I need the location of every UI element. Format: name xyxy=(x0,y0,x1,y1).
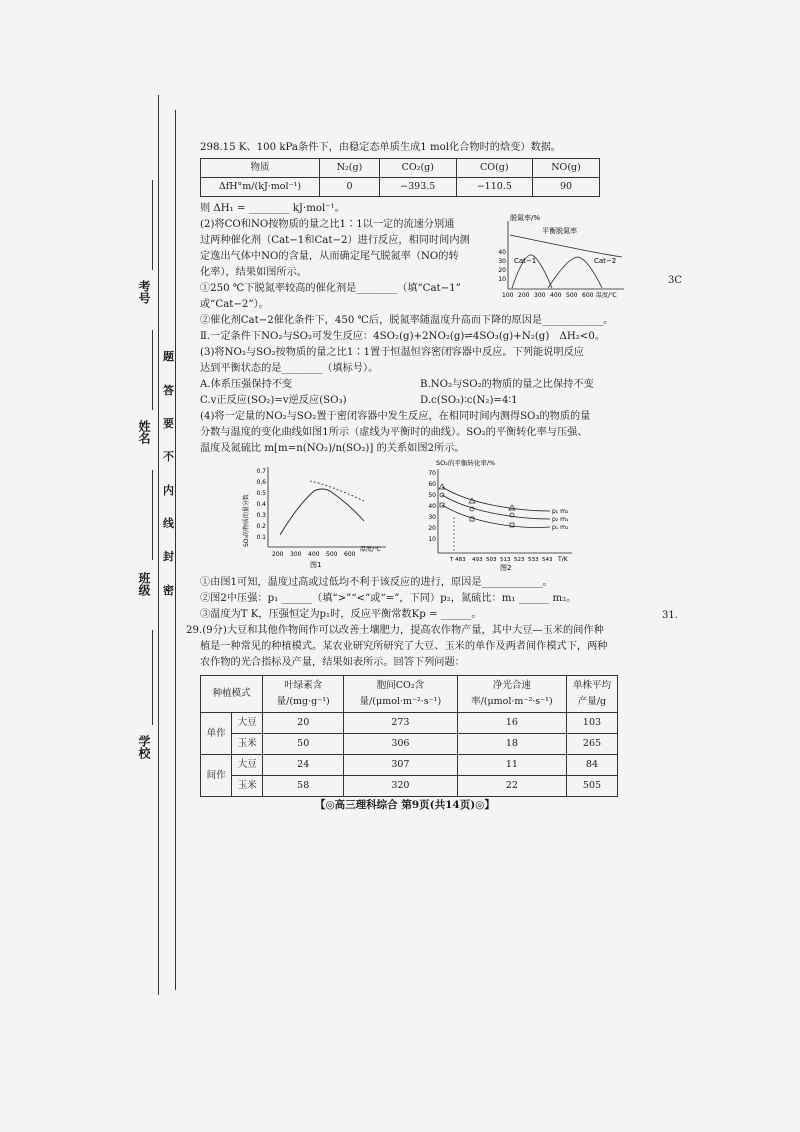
fig2-xlabel: T/K xyxy=(558,556,568,563)
q-dh1: 则 ΔH₁ = ________ kJ·mol⁻¹。 xyxy=(200,203,345,214)
denitrification-chart xyxy=(498,213,628,303)
table2-cell: 306 xyxy=(344,734,458,755)
table2-cell: 24 xyxy=(263,755,344,776)
table2-cell: 505 xyxy=(566,776,617,797)
fig1-ytick: 0.7 xyxy=(256,468,266,475)
binding-line-outer xyxy=(158,95,159,995)
small-xtick: 600 xyxy=(582,292,594,299)
fig2-ytick: 40 xyxy=(428,503,436,510)
table2-cell: 273 xyxy=(344,713,458,734)
fig1-ytick: 0.5 xyxy=(256,490,266,497)
seal-char: 不 xyxy=(163,450,174,463)
table2-cell: 58 xyxy=(263,776,344,797)
fig1-xtick: 600 xyxy=(344,551,356,558)
table2-cell: 320 xyxy=(344,776,458,797)
table1-header: 物质 xyxy=(201,159,320,178)
figure-1 xyxy=(240,461,390,571)
small-xtick: 400 xyxy=(550,292,562,299)
table2-cell: 50 xyxy=(263,734,344,755)
q2-line: 定逸出气体中NO的含量，从而确定尾气脱氮率（NO的转 xyxy=(200,251,459,262)
q2-block xyxy=(200,214,630,299)
edge-mark: 3C xyxy=(668,275,683,286)
table2-cell: 18 xyxy=(457,734,566,755)
figures-row xyxy=(200,457,630,575)
q4-sub3: ③温度为T K，压强恒定为p₁时，反应平衡常数Kp = ______。 xyxy=(200,609,482,620)
table1-cell: 90 xyxy=(533,178,600,197)
q4-line: 温度及氮硫比 m[m=n(NO₂)/n(SO₂)] 的关系如图2所示。 xyxy=(200,443,465,454)
table1-cell: −110.5 xyxy=(456,178,533,197)
small-ylabel: 脱氮率/% xyxy=(510,214,541,222)
small-ytick: 10 xyxy=(498,276,506,283)
table1-header: N₂(g) xyxy=(320,159,380,178)
fig2-ytick: 50 xyxy=(428,492,436,499)
fig2-xtick: 543 xyxy=(542,557,553,563)
q3-options-row xyxy=(200,393,630,409)
fig2-ytick: 20 xyxy=(428,525,436,532)
fig2-ytick: 30 xyxy=(428,514,436,521)
small-xtick: 300 xyxy=(534,292,546,299)
q4-line: 分数与温度的变化曲线如图1所示（虚线为平衡时的曲线）。SO₂的平衡转化率与压强、 xyxy=(200,427,588,438)
table2-cell: 22 xyxy=(457,776,566,797)
fig2-series-3 xyxy=(442,505,550,528)
q3-line: 达到平衡状态的是________（填标号）。 xyxy=(200,363,379,374)
table2-cell: 11 xyxy=(457,755,566,776)
table2-crop: 大豆 xyxy=(232,755,263,776)
table2-header: 单株平均产量/g xyxy=(566,676,617,713)
seal-char: 题 xyxy=(163,350,174,363)
table2-cell: 265 xyxy=(566,734,617,755)
fig1-xtick: 300 xyxy=(290,551,302,558)
table2-crop: 大豆 xyxy=(232,713,263,734)
fig2-ytick: 10 xyxy=(428,536,436,543)
q29-line: 29.(9分)大豆和其他作物间作可以改善土壤肥力，提高农作物产量，其中大豆—玉米的间作种 xyxy=(186,625,604,636)
table2-header: 胞间CO₂含量/(μmol·m⁻²·s⁻¹) xyxy=(344,676,458,713)
q2-line: 过两种催化剂（Cat−1和Cat−2）进行反应，相同时间内测 xyxy=(200,235,470,246)
q3-option: C.v正反应(SO₂)=v逆反应(SO₃) xyxy=(200,395,347,406)
edge-mark: 31. xyxy=(662,610,678,621)
seal-char: 密 xyxy=(163,584,174,597)
small-xlabel: 温度/℃ xyxy=(596,292,617,299)
seal-char: 封 xyxy=(163,550,174,563)
label-xuexiao: 学校 xyxy=(137,735,151,759)
table2-cell: 16 xyxy=(457,713,566,734)
fig2-xtick: 503 xyxy=(486,557,497,563)
fig2-xtick: 493 xyxy=(472,557,483,563)
fig2-legend: p₁ m₁ xyxy=(552,524,569,531)
q3-option: A.体系压强保持不变 xyxy=(200,379,293,390)
fig2-xtick: 513 xyxy=(500,557,511,563)
fig2-caption: 图2 xyxy=(500,564,512,571)
equilibrium-curve xyxy=(510,235,622,257)
fig2-ytick: 70 xyxy=(428,470,436,477)
label-banji: 班级 xyxy=(137,572,151,596)
q3-options-row xyxy=(200,377,630,393)
enthalpy-table xyxy=(200,158,600,197)
label-cat2: Cat−2 xyxy=(594,257,617,265)
q2-sub2: ②催化剂Cat−2催化条件下，450 ℃后，脱氮率随温度升高而下降的原因是____________。 xyxy=(200,315,614,326)
fig1-xlabel: 温度/℃ xyxy=(360,546,381,553)
q4-sub1: ①由图1可知，温度过高或过低均不利于该反应的进行，原因是____________。 xyxy=(200,577,553,588)
fig1-ytick: 0.1 xyxy=(256,534,266,541)
label-kaohao: 考号 xyxy=(137,280,151,304)
table2-header: 种植模式 xyxy=(201,676,263,713)
small-xtick: 200 xyxy=(518,292,530,299)
q29-line: 植是一种常见的种植模式。某农业研究所研究了大豆、玉米的单作及两者间作模式下，两种 xyxy=(200,641,608,652)
fig1-measured-curve xyxy=(280,489,364,535)
fig1-ylabel: SO₃的物质的量分数 xyxy=(243,494,250,547)
table2-header: 净光合速率/(μmol·m⁻²·s⁻¹) xyxy=(457,676,566,713)
table2-cell: 103 xyxy=(566,713,617,734)
seal-char: 线 xyxy=(163,517,174,530)
table2-cell: 307 xyxy=(344,755,458,776)
label-cat1: Cat−1 xyxy=(514,257,537,265)
table2-crop: 玉米 xyxy=(232,776,263,797)
table2-header: 叶绿素含量/(mg·g⁻¹) xyxy=(263,676,344,713)
q2-line: (2)将CO和NO按物质的量之比1∶1以一定的流速分别通 xyxy=(200,219,455,230)
table1-header: CO(g) xyxy=(456,159,533,178)
part-ii: Ⅱ.一定条件下NO₂与SO₂可发生反应：4SO₂(g)+2NO₂(g)⇌4SO₃(g)+N₂(g) ΔH₂<0。 xyxy=(200,331,606,342)
figure-2 xyxy=(422,457,592,571)
table1-cell: 0 xyxy=(320,178,380,197)
fig2-xtick: 533 xyxy=(528,557,539,563)
small-xtick: 100 xyxy=(502,292,514,299)
fig1-ytick: 0.3 xyxy=(256,512,266,519)
q3-option: B.NO₂与SO₂的物质的量之比保持不变 xyxy=(420,379,594,390)
table2-cell: 84 xyxy=(566,755,617,776)
fig2-xtick: 523 xyxy=(514,557,525,563)
intro-text: 298.15 K、100 kPa条件下，由稳定态单质生成1 mol化合物时的焓变）数据。 xyxy=(200,142,562,153)
seal-char: 答 xyxy=(163,384,174,397)
small-ytick: 30 xyxy=(498,258,506,265)
q4-line: (4)将一定量的NO₂与SO₂置于密闭容器中发生反应，在相同时间内测得SO₃的物质的量 xyxy=(200,411,591,422)
page-content xyxy=(186,140,630,797)
fig2-xtick: T 483 xyxy=(450,557,466,563)
fig2-legend: p₂ m₁ xyxy=(552,516,569,523)
q4-sub2: ②图2中压强：p₁ ______（填“>”“<”或“=”，下同）p₂，氮硫比：m₁ ______ m₂。 xyxy=(200,593,577,604)
fig1-xtick: 200 xyxy=(272,551,284,558)
small-ytick: 20 xyxy=(498,267,506,274)
xingming-line xyxy=(152,330,153,410)
q3-line: (3)将NO₂与SO₂按物质的量之比1∶1置于恒温恒容密闭容器中反应。下列能说明反应 xyxy=(200,347,584,358)
binding-line-inner xyxy=(175,110,176,990)
fig2-series-2 xyxy=(442,495,550,519)
label-xingming: 姓名 xyxy=(137,420,151,444)
table1-header: NO(g) xyxy=(533,159,600,178)
fig2-legend: p₁ m₂ xyxy=(552,508,569,515)
table1-header: CO₂(g) xyxy=(380,159,457,178)
table2-mode: 间作 xyxy=(201,755,232,797)
fig1-xtick: 500 xyxy=(326,551,338,558)
table2-crop: 玉米 xyxy=(232,734,263,755)
seal-char: 要 xyxy=(163,417,174,430)
page-footer: 【◎高三理科综合 第9页(共14页)◎】 xyxy=(315,799,495,811)
fig1-ytick: 0.2 xyxy=(256,523,266,530)
fig1-caption: 图1 xyxy=(310,561,322,569)
fig1-ytick: 0.6 xyxy=(256,479,266,486)
q3-option: D.c(SO₃)∶c(N₂)=4∶1 xyxy=(420,395,518,406)
q29-line: 农作物的光合指标及产量，结果如表所示。回答下列问题： xyxy=(200,657,465,668)
fig1-equilibrium-curve xyxy=(310,481,364,501)
small-ytick: 40 xyxy=(498,249,506,256)
xuexiao-line xyxy=(152,630,153,725)
banji-line xyxy=(152,470,153,560)
fig2-ytick: 60 xyxy=(428,481,436,488)
q2-sub1b: 或“Cat−2”）。 xyxy=(200,299,269,310)
label-equilibrium: 平衡脱氮率 xyxy=(542,227,577,235)
small-xtick: 500 xyxy=(566,292,578,299)
fig2-ylabel: SO₂的平衡转化率/% xyxy=(436,459,496,467)
table1-cell: −393.5 xyxy=(380,178,457,197)
kaohao-line xyxy=(152,180,153,270)
crop-table xyxy=(200,675,618,797)
table2-mode: 单作 xyxy=(201,713,232,755)
table1-row-label: ΔfH°m/(kJ·mol⁻¹) xyxy=(201,178,320,197)
q2-line: 化率），结果如图所示。 xyxy=(200,267,307,278)
fig1-xtick: 400 xyxy=(308,551,320,558)
fig2-series-1 xyxy=(442,487,550,511)
fig2-marker xyxy=(509,505,515,510)
fig1-ytick: 0.4 xyxy=(256,501,266,508)
seal-char: 内 xyxy=(163,484,174,497)
table2-cell: 20 xyxy=(263,713,344,734)
q2-sub1: ①250 ℃下脱氮率较高的催化剂是________（填“Cat−1” xyxy=(200,283,461,294)
